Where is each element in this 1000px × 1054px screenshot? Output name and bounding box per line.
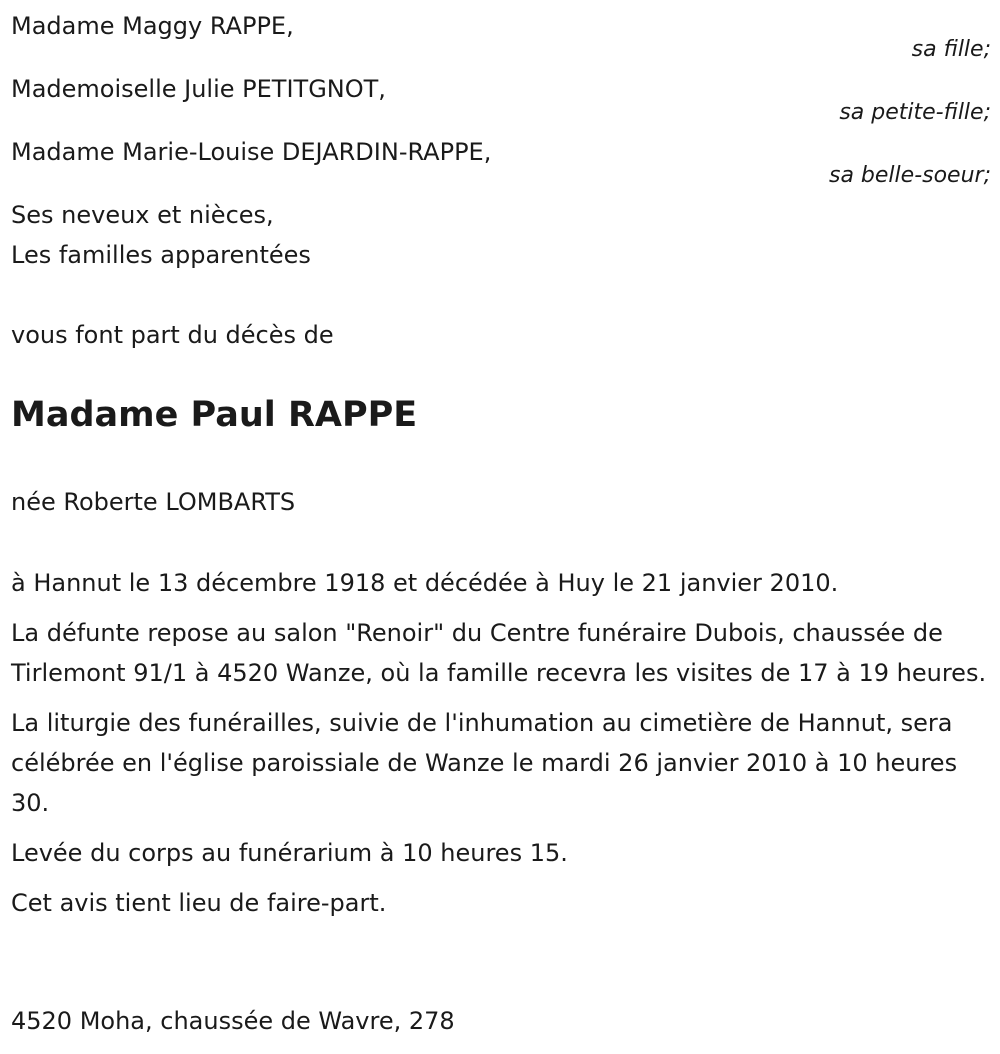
mourner-entry [11,0,991,63]
mourner-entry [11,126,991,189]
detail-paragraph: Levée du corps au funérarium à 10 heures 15. [11,839,568,867]
family-address: 4520 Moha, chaussée de Wavre, 278 [11,1007,455,1035]
mourner-name: Mademoiselle Julie PETITGNOT, [11,75,386,103]
funeral-details [11,563,991,933]
detail-paragraph: Cet avis tient lieu de faire-part. [11,889,387,917]
mourner-relation: sa belle-soeur; [829,163,991,188]
extended-family [11,195,311,275]
detail-paragraph: La liturgie des funérailles, suivie de l'inhumation au cimetière de Hannut, sera célébrée en l'église paroissiale de Wanze le mardi 26 janvier 2010 à 10 heures 30. [11,709,958,817]
announcement-text: vous font part du décès de [11,321,334,349]
mourner-name: Madame Marie-Louise DEJARDIN-RAPPE, [11,138,492,166]
mourner-relation: sa fille; [911,37,991,62]
birth-name: née Roberte LOMBARTS [11,488,296,516]
mourners-list [11,0,991,189]
mourner-relation: sa petite-fille; [839,100,991,125]
mourner-entry [11,63,991,126]
death-notice [11,0,991,1035]
family-line: Les familles apparentées [11,241,311,269]
deceased-name: Madame Paul RAPPE [11,395,418,435]
family-line: Ses neveux et nièces, [11,201,274,229]
mourner-name: Madame Maggy RAPPE, [11,12,294,40]
detail-paragraph: La défunte repose au salon "Renoir" du Centre funéraire Dubois, chaussée de Tirlemont 91/1 à 4520 Wanze, où la famille recevra les visites de 17 à 19 heures. [11,619,987,687]
detail-paragraph: à Hannut le 13 décembre 1918 et décédée à Huy le 21 janvier 2010. [11,569,839,597]
